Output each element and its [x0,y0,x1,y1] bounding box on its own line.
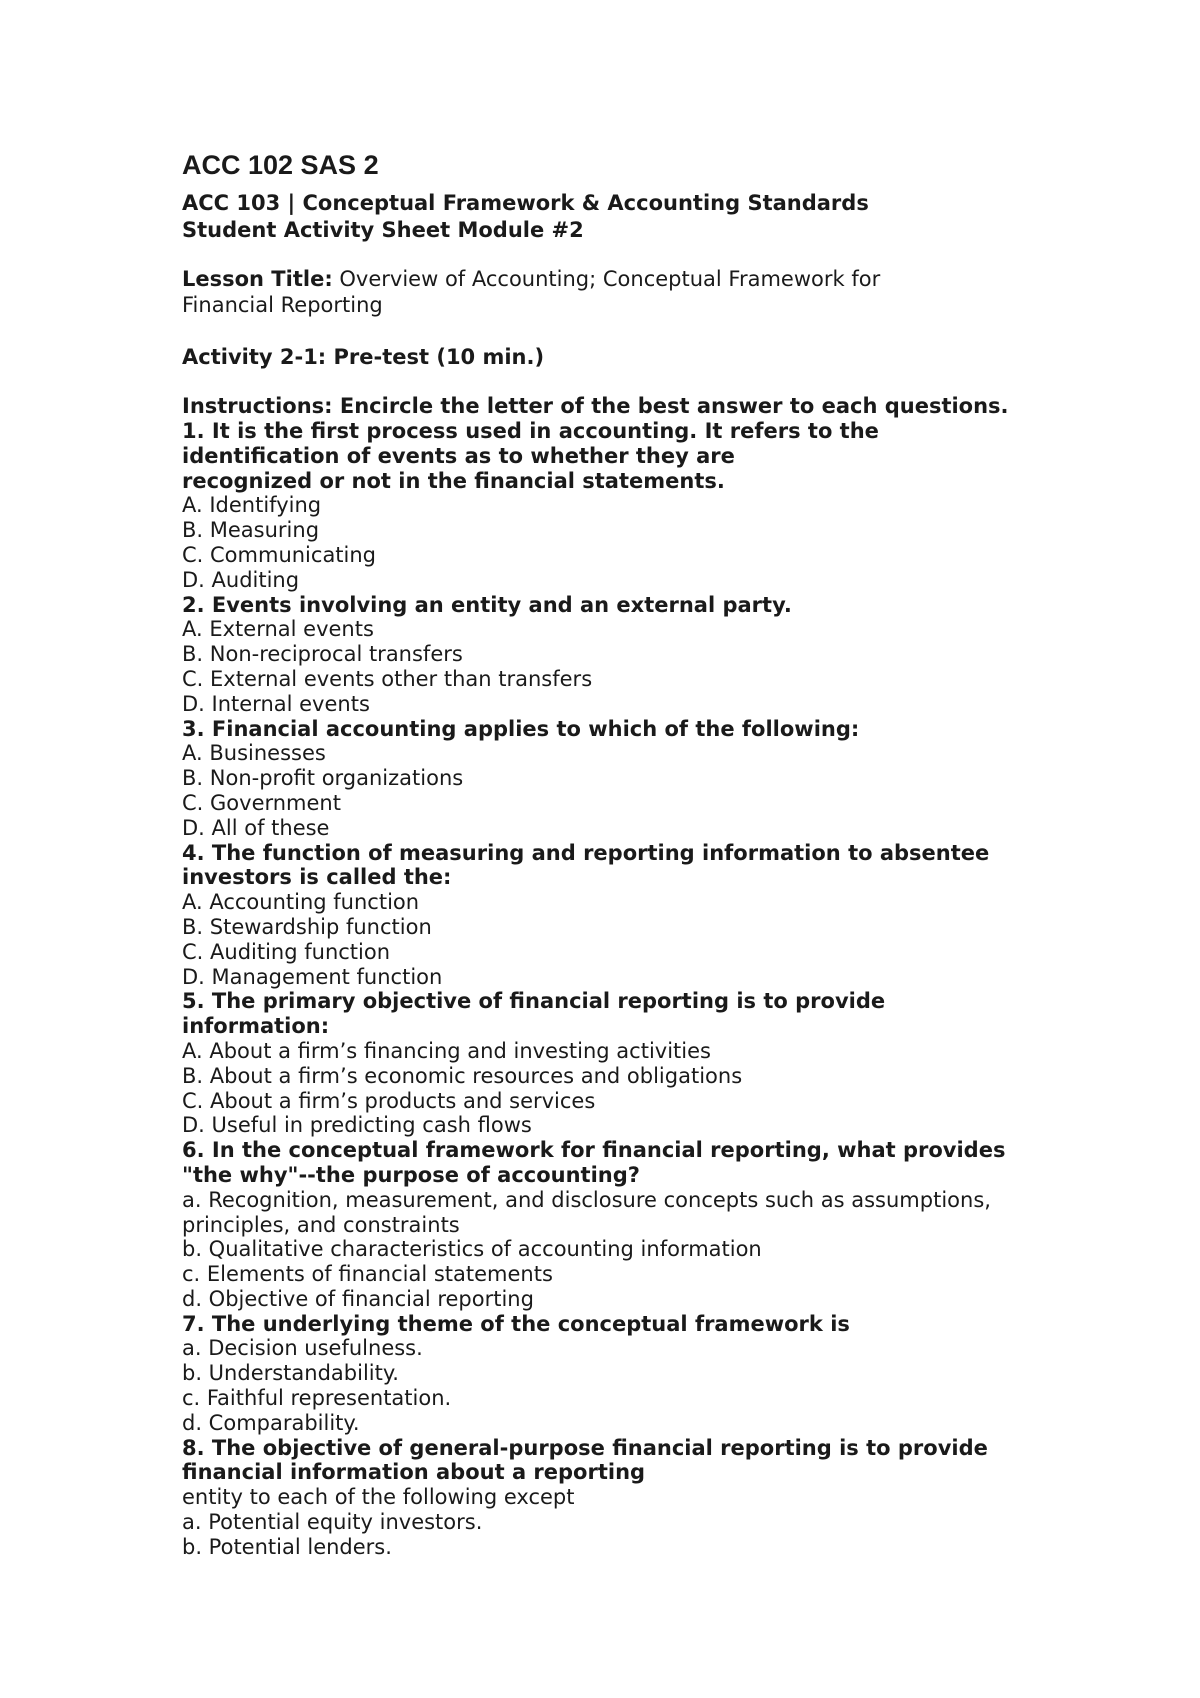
question-stem: 4. The function of measuring and reporting information to absentee [182,840,990,865]
answer-option: D. Useful in predicting cash flows [182,1113,532,1138]
answer-option: b. Understandability. [182,1361,399,1386]
question-3 [182,717,1082,841]
question-stem: information: [182,1014,330,1039]
question-stem: 6. In the conceptual framework for financial reporting, what provides [182,1138,1006,1163]
question-stem: identification of events as to whether they are [182,443,735,468]
question-stem: 1. It is the first process used in accounting. It refers to the [182,419,879,443]
question-8 [182,1436,1082,1560]
course-line: ACC 103 | Conceptual Framework & Accounting Standards [182,191,869,215]
question-7 [182,1312,1082,1436]
answer-option: d. Comparability. [182,1410,360,1435]
answer-option: A. Identifying [182,493,322,518]
lesson-title-text: Overview of Accounting; Conceptual Framework for [332,267,881,291]
answer-option: B. Measuring [182,518,320,543]
answer-option: D. All of these [182,815,330,840]
question-2 [182,593,1082,717]
question-stem: 8. The objective of general-purpose financial reporting is to provide [182,1435,988,1460]
question-6 [182,1138,1082,1312]
question-stem-continuation: entity to each of the following except [182,1485,575,1510]
question-4 [182,841,1082,990]
question-stem: 5. The primary objective of financial reporting is to provide [182,989,886,1014]
answer-option: D. Management function [182,964,443,989]
answer-option: a. Decision usefulness. [182,1336,423,1361]
question-stem: "the why"--the purpose of accounting? [182,1162,640,1187]
answer-option: b. Potential lenders. [182,1534,392,1559]
document-page [182,148,1082,1560]
answer-option: A. External events [182,617,374,642]
answer-option: D. Auditing [182,567,300,592]
answer-option: d. Objective of financial reporting [182,1286,534,1311]
answer-option: A. About a firm’s financing and investing activities [182,1038,711,1063]
answer-option: B. Non-reciprocal transfers [182,642,463,667]
question-stem: investors is called the: [182,865,452,890]
question-stem: 7. The underlying theme of the conceptual framework is [182,1311,850,1336]
answer-option: C. Communicating [182,542,377,567]
answer-option: B. Non-profit organizations [182,766,464,791]
document-title: ACC 102 SAS 2 [182,150,379,180]
question-stem: 3. Financial accounting applies to which of the following: [182,716,860,741]
answer-option: A. Businesses [182,741,326,766]
answer-option: B. About a firm’s economic resources and obligations [182,1063,743,1088]
answer-option: C. About a firm’s products and services [182,1088,596,1113]
answer-option: c. Faithful representation. [182,1386,452,1411]
question-stem: financial information about a reporting [182,1460,646,1485]
answer-option: a. Potential equity investors. [182,1510,483,1535]
answer-option: b. Qualitative characteristics of accounting information [182,1237,762,1262]
activity-heading: Activity 2-1: Pre-test (10 min.) [182,345,545,369]
answer-option: C. External events other than transfers [182,666,593,691]
answer-option: c. Elements of financial statements [182,1262,553,1287]
lesson-title-label: Lesson Title: [182,267,333,291]
question-stem: recognized or not in the financial statements. [182,468,725,493]
module-line: Student Activity Sheet Module #2 [182,218,584,242]
answer-option: a. Recognition, measurement, and disclosure concepts such as assumptions, [182,1187,991,1212]
answer-option: C. Government [182,790,341,815]
question-list [182,419,1082,1560]
answer-option: B. Stewardship function [182,914,432,939]
answer-option: D. Internal events [182,691,370,716]
lesson-title-text-2: Financial Reporting [182,293,383,317]
question-stem: 2. Events involving an entity and an external party. [182,592,792,617]
answer-option: principles, and constraints [182,1212,460,1237]
instructions: Instructions: Encircle the letter of the best answer to each questions. [182,394,1009,418]
answer-option: C. Auditing function [182,939,391,964]
answer-option: A. Accounting function [182,890,420,915]
question-1 [182,419,1082,593]
question-5 [182,989,1082,1138]
lesson-title [182,266,1082,318]
